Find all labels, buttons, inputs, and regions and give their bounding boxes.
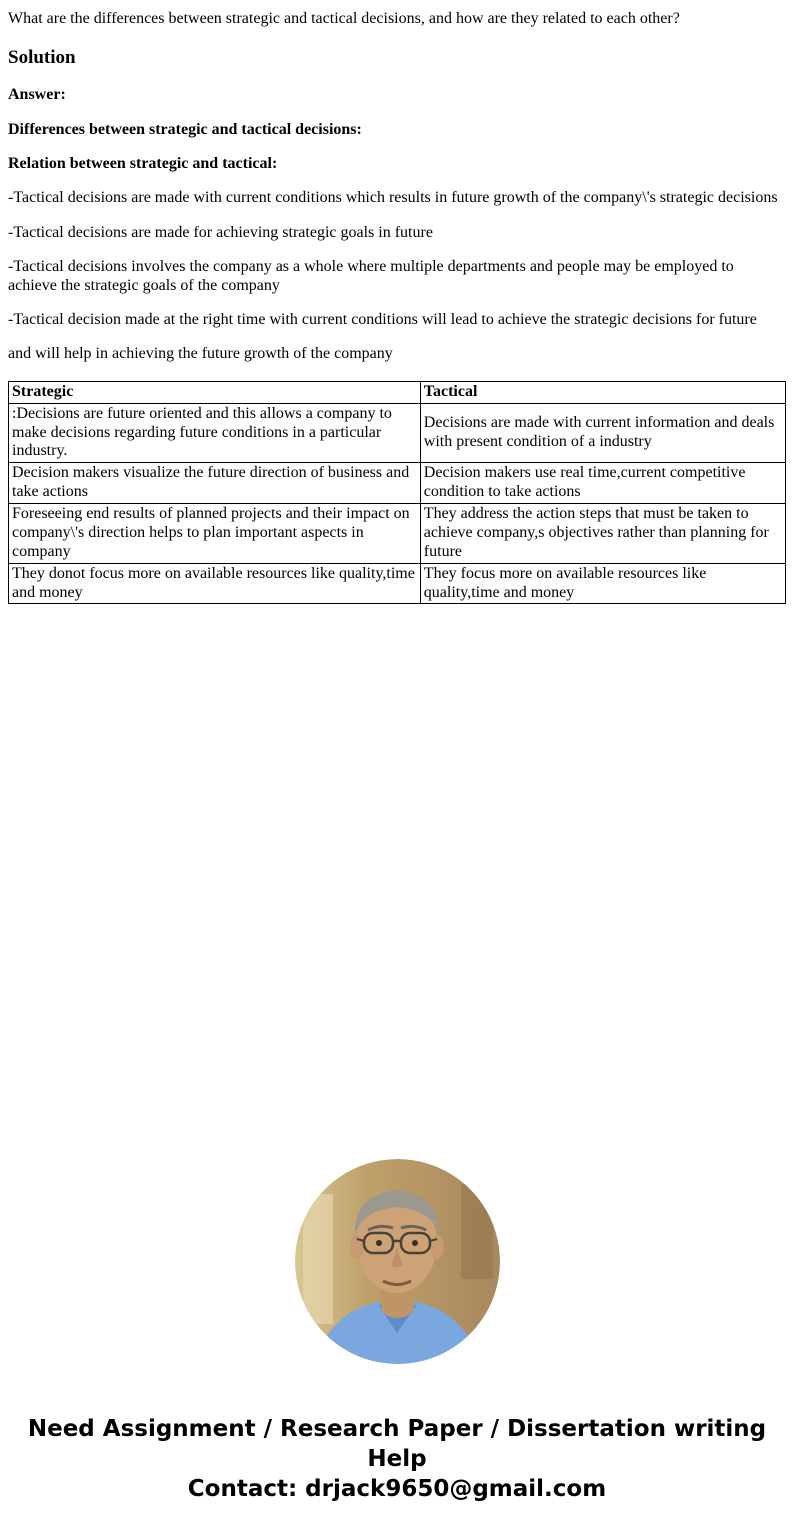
- table-cell-strategic-2: Decision makers visualize the future direction of business and take actions: [9, 463, 421, 504]
- table-header-tactical: Tactical: [420, 381, 785, 403]
- table-cell-tactical-4: They focus more on available resources like quality,time and money: [420, 563, 785, 604]
- footer: [22, 1414, 772, 1504]
- tutor-avatar: [295, 1159, 500, 1364]
- footer-help-text: Need Assignment / Research Paper / Dissertation writing Help: [27, 1416, 767, 1473]
- table-cell-tactical-1: Decisions are made with current information and deals with present condition of a industry: [420, 403, 785, 463]
- relation-heading: Relation between strategic and tactical:: [8, 155, 278, 173]
- table-row-1: [9, 403, 786, 463]
- table-cell-strategic-3: Foreseeing end results of planned projects and their impact on company\'s direction helps to plan important aspects in company: [9, 504, 421, 564]
- table-header-row: [9, 381, 786, 403]
- table-cell-strategic-4: They donot focus more on available resources like quality,time and money: [9, 563, 421, 604]
- table-row-4: [9, 563, 786, 604]
- table-cell-tactical-3: They address the action steps that must be taken to achieve company,s objectives rather than planning for future: [420, 504, 785, 564]
- tactical-point-4: -Tactical decision made at the right time with current conditions will lead to achieve the strategic decisions for future: [8, 310, 757, 328]
- solution-heading: Solution: [8, 47, 76, 69]
- table-cell-strategic-1: :Decisions are future oriented and this allows a company to make decisions regarding future conditions in a particular industry.: [9, 403, 421, 463]
- tactical-point-1: -Tactical decisions are made with current conditions which results in future growth of the company\'s strategic decisions: [8, 189, 778, 207]
- tactical-point-5: and will help in achieving the future growth of the company: [8, 345, 393, 363]
- document-page: [0, 10, 794, 1529]
- table-header-strategic: Strategic: [9, 381, 421, 403]
- tactical-point-3: -Tactical decisions involves the company as a whole where multiple departments and people may be employed to achieve the strategic goals of the company: [8, 258, 734, 294]
- table-row-3: [9, 504, 786, 564]
- person-photo-icon: [295, 1159, 500, 1364]
- answer-label: Answer:: [8, 86, 66, 104]
- table-row-2: [9, 463, 786, 504]
- footer-contact-email: Contact: drjack9650@gmail.com: [187, 1476, 607, 1503]
- tactical-point-2: -Tactical decisions are made for achieving strategic goals in future: [8, 223, 433, 241]
- question-text: What are the differences between strategic and tactical decisions, and how are they related to each other?: [8, 10, 680, 27]
- table-cell-tactical-2: Decision makers use real time,current competitive condition to take actions: [420, 463, 785, 504]
- differences-heading: Differences between strategic and tactical decisions:: [8, 120, 362, 138]
- comparison-table: [8, 381, 786, 605]
